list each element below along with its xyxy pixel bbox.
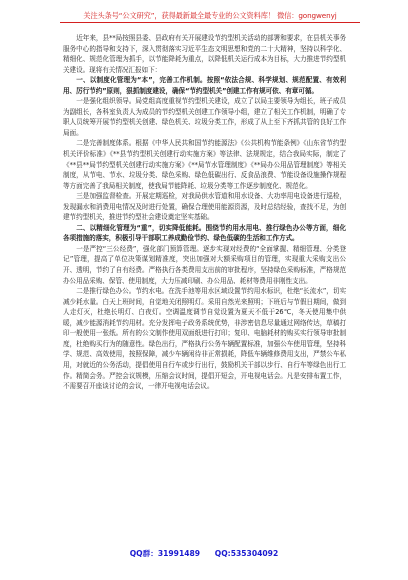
page-header-banner: 关注头条号“公文研究”，获得最新最全最专业的公文资料库！ 微信：gongwenyj: [83, 11, 337, 20]
paragraph-green-office: 二是推行绿色办公。节约水电。在洗手池等用水区域设置节约用水标识，杜绝“长流水”，切实减少耗水量。白天上班时间，自觉地关闭照明灯。采用自然光来照明；下班后与节假日期间，做到人走灯灭，杜绝长明灯、白夜灯。空调温度调节自觉设置为夏天不低于26℃，冬天使用集中供暖，减少能源消耗节约用材。充分发挥电子政务系统优势，非涉密信息尽量通过网络传达，草稿打印一般使用一张纸。所有的公文制作使用双面纸进行打印；复印、电脑耗材的购买实行领导审批制度，杜绝购买行为的随意性。绿色出行，严格执行公务车辆配置标准，加强公车使用管理，坚持科学、规范、高效使用，按照保障，减少车辆闲待非正常损耗，降低车辆维修费用支出，严禁公车私用，对就近的公务活动，提倡使用自行车或步行出行，鼓励机关干部以步行、自行车等绿色出行工作。精简会务。严控会议规模，压缩会议时间，提倡开短会，开电视电话会。凡是安排布置工作，不需要召开座谈讨论的会议，一律开电视电话会议。: [63, 287, 346, 391]
paragraph-intro: 近年来，县**局按照县委、县政府有关开展建设节约型机关活动的部署和要求，在县机关事务服务中心的指导和支持下，深入贯彻落实习近平生态文明思想和党的二十大精神，坚持以科学化、精细化、规范化管理为抓手，以节能降耗为重点，以降低机关运行成本为目标，大力推进节约型机关建设。现将有关情况汇报如下：: [63, 34, 346, 74]
paragraph-system: 二是完善制度体系。根据《中华人民共和国节约能源法》《公共机构节能条例》《山东省节约型机关评价标准》《**县节约型机关创建行动实施方案》等法律、法规规定，结合我局实际，制定了《**县**局节约型机关创建行动实施方案》《**局节水管理制度》《**局办公用品管理制度》等相关制度，从节电、节水、垃圾分类、绿色采购、绿色低碳出行、反食品浪费、节能设备设施操作规程等方面完善了我局相关制度，使我局节能降耗、垃圾分类等工作逐步制度化、规范化。: [63, 139, 346, 190]
paragraph-budget: 一是严控“三公经费”，强化部门预算管理。逐步实现对经费的“全面掌握、精细管理、分类登记”管理，提高了单位决策谋划精准度，突出加强对大额采购项目的管理，实现重大采购支出公开、透明，节约了自有经费。严格执行各类费用支出前的审批程序，坚持绿色采购标准，严格规范办公用品采购、保管、使用制度，大力压减印刷、办公用品、耗材等费用非刚性支出。: [63, 244, 346, 285]
section-heading-1: 一、以制度化管理为“本”，完善工作机制。按照“依法合规、科学规划、规范配置、有效利用、厉行节约”原则，狠抓制度建设，确保“节约型机关”创建工作有规可依、有章可循。: [63, 76, 346, 95]
paragraph-supervision: 三是加强监督检查。开展定期巡检，对我局供水管道和用水设备、大功率用电设备进行巡检，发现漏水和消费用电情况及时进行处置，确保合理使用能源资源，及时总结经验，查找不足，为创建节约型机关，推进节约型社会建设奠定坚实基础。: [63, 192, 346, 222]
paragraph-organization: 一是强化组织领导。局党组高度重视节约型机关建设，成立了以局主要领导为组长，班子成员为副组长，各科室负责人为成员的节约型机关创建工作领导小组，建立了相关工作机制，明确了专职人员统筹开展节约型机关创建、绿色机关、垃圾分类工作，形成了从上至下齐抓共管的良好工作局面。: [63, 97, 346, 137]
header-divider: [60, 22, 360, 23]
qq-number-label: QQ:535304092: [214, 549, 279, 558]
qq-group-label: QQ群：31991489: [129, 549, 201, 558]
document-body: [63, 33, 346, 392]
page-footer: [0, 548, 408, 559]
section-heading-2: 二、以精细化管理为“重”，切实降低能耗。围绕节约用水用电、推行绿色办公等方面，细化各项措施的落实，积极引导干部职工养成勤俭节约、绿色低碳的生活和工作方式。: [63, 223, 346, 243]
